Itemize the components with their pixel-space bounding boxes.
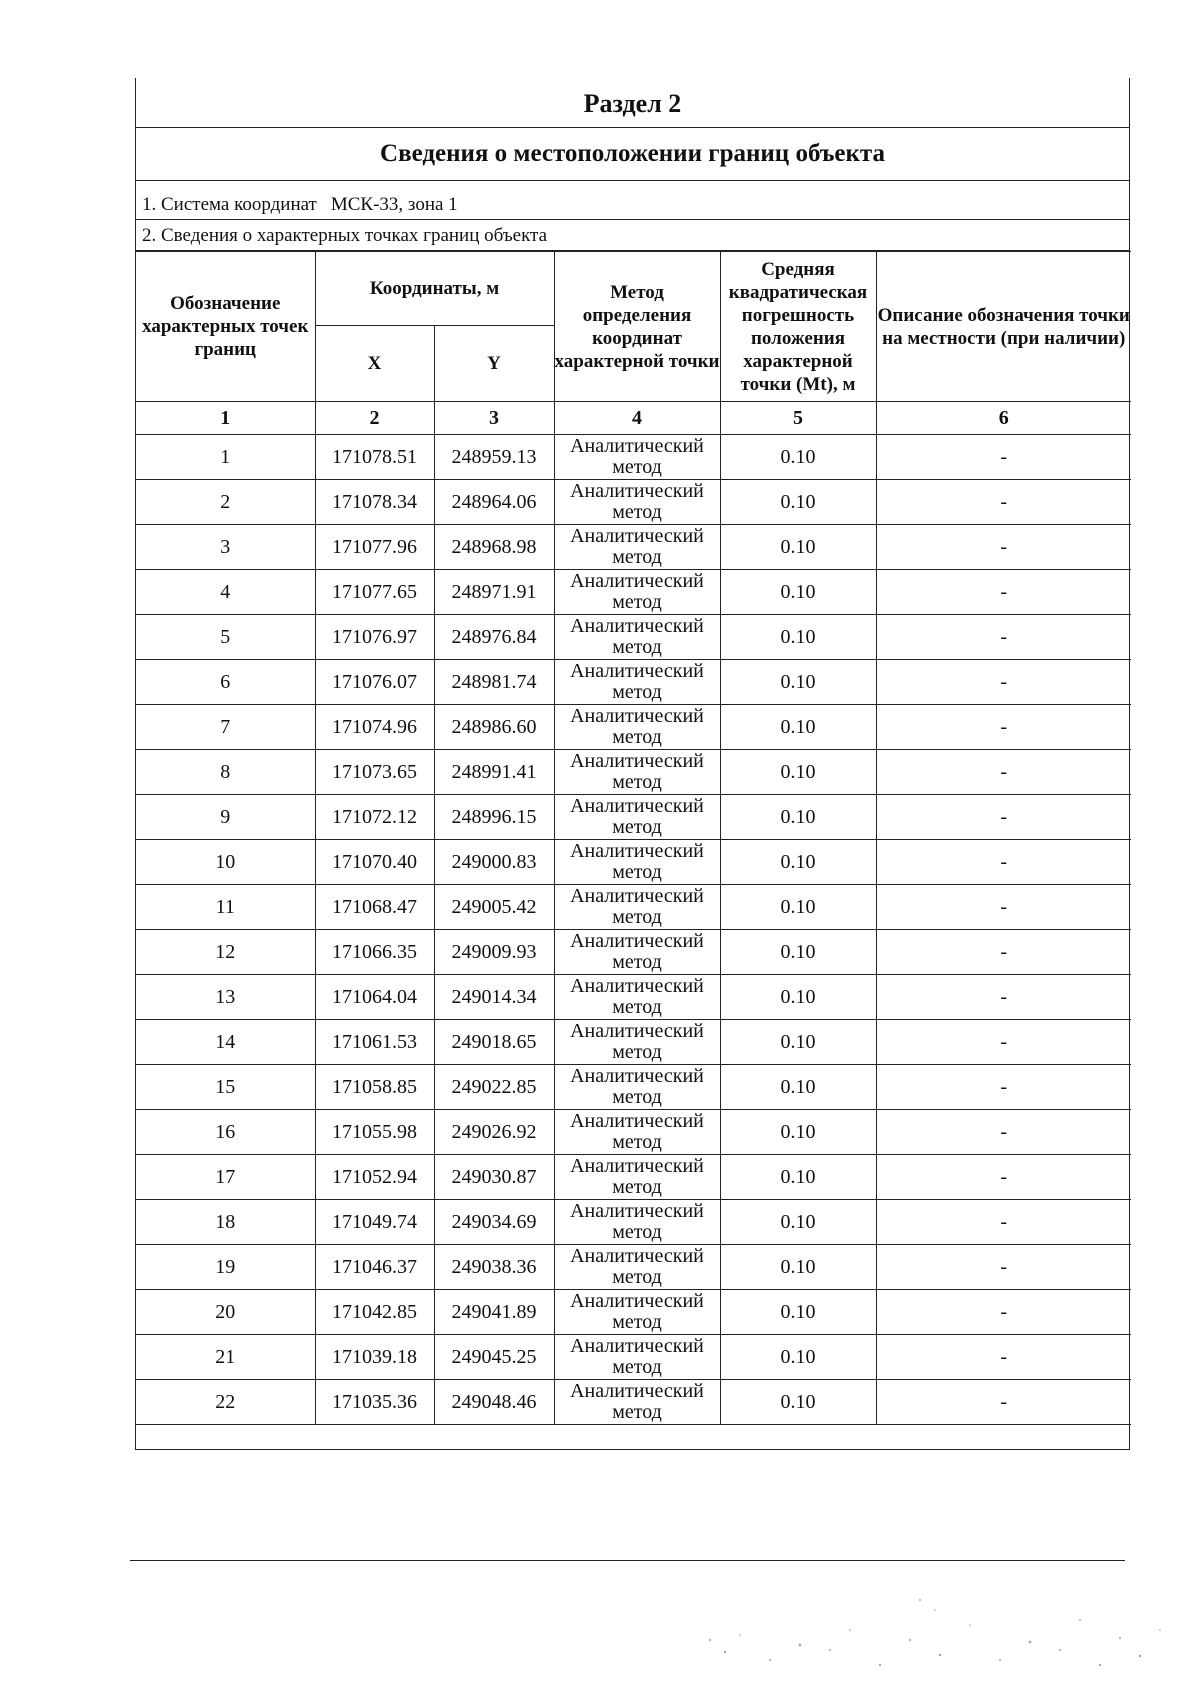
accuracy-cell: 0.10 <box>720 1380 876 1425</box>
table-row <box>136 1200 1131 1245</box>
column-number: 2 <box>315 402 434 435</box>
method-line-1: Аналитический <box>570 795 704 817</box>
y-coordinate-cell: 248991.41 <box>434 750 554 795</box>
x-coordinate-cell: 171077.96 <box>315 525 434 570</box>
column-number: 6 <box>876 402 1131 435</box>
accuracy-cell: 0.10 <box>720 750 876 795</box>
table-row <box>136 480 1131 525</box>
table-row <box>136 1020 1131 1065</box>
description-cell: - <box>876 795 1131 840</box>
y-coordinate-cell: 249034.69 <box>434 1200 554 1245</box>
accuracy-cell: 0.10 <box>720 1110 876 1155</box>
method-line-2: метод <box>612 1401 662 1423</box>
method-cell <box>554 705 720 750</box>
description-cell: - <box>876 1020 1131 1065</box>
accuracy-cell: 0.10 <box>720 480 876 525</box>
point-number-cell: 18 <box>136 1200 315 1245</box>
description-cell: - <box>876 615 1131 660</box>
x-coordinate-cell: 171066.35 <box>315 930 434 975</box>
method-cell <box>554 840 720 885</box>
method-line-2: метод <box>612 996 662 1018</box>
method-line-2: метод <box>612 501 662 523</box>
point-number-cell: 15 <box>136 1065 315 1110</box>
description-cell: - <box>876 480 1131 525</box>
header-x: X <box>315 326 434 402</box>
x-coordinate-cell: 171072.12 <box>315 795 434 840</box>
y-coordinate-cell: 248971.91 <box>434 570 554 615</box>
point-number-cell: 9 <box>136 795 315 840</box>
x-coordinate-cell: 171064.04 <box>315 975 434 1020</box>
section-title: Раздел 2 <box>136 78 1129 128</box>
table-row <box>136 885 1131 930</box>
point-number-cell: 17 <box>136 1155 315 1200</box>
description-cell: - <box>876 705 1131 750</box>
accuracy-cell: 0.10 <box>720 1020 876 1065</box>
point-number-cell: 11 <box>136 885 315 930</box>
page-subtitle: Сведения о местоположении границ объекта <box>136 128 1129 181</box>
point-number-cell: 12 <box>136 930 315 975</box>
x-coordinate-cell: 171061.53 <box>315 1020 434 1065</box>
table-row <box>136 1290 1131 1335</box>
x-coordinate-cell: 171058.85 <box>315 1065 434 1110</box>
table-row <box>136 570 1131 615</box>
method-cell <box>554 570 720 615</box>
x-coordinate-cell: 171073.65 <box>315 750 434 795</box>
description-cell: - <box>876 660 1131 705</box>
table-row <box>136 1065 1131 1110</box>
table-row <box>136 750 1131 795</box>
method-line-2: метод <box>612 456 662 478</box>
method-cell <box>554 1380 720 1425</box>
description-cell: - <box>876 930 1131 975</box>
description-cell: - <box>876 1335 1131 1380</box>
method-cell <box>554 480 720 525</box>
description-cell: - <box>876 1065 1131 1110</box>
y-coordinate-cell: 249045.25 <box>434 1335 554 1380</box>
method-line-1: Аналитический <box>570 570 704 592</box>
accuracy-cell: 0.10 <box>720 930 876 975</box>
x-coordinate-cell: 171077.65 <box>315 570 434 615</box>
table-row <box>136 435 1131 480</box>
x-coordinate-cell: 171052.94 <box>315 1155 434 1200</box>
column-number: 3 <box>434 402 554 435</box>
x-coordinate-cell: 171035.36 <box>315 1380 434 1425</box>
accuracy-cell: 0.10 <box>720 705 876 750</box>
description-cell: - <box>876 750 1131 795</box>
method-cell <box>554 435 720 480</box>
method-line-2: метод <box>612 771 662 793</box>
method-cell <box>554 1110 720 1155</box>
y-coordinate-cell: 249048.46 <box>434 1380 554 1425</box>
method-line-1: Аналитический <box>570 1020 704 1042</box>
point-number-cell: 16 <box>136 1110 315 1155</box>
column-number: 1 <box>136 402 315 435</box>
method-cell <box>554 1020 720 1065</box>
x-coordinate-cell: 171076.97 <box>315 615 434 660</box>
method-line-2: метод <box>612 1086 662 1108</box>
table-row <box>136 840 1131 885</box>
table-row <box>136 795 1131 840</box>
table-row <box>136 1245 1131 1290</box>
method-cell <box>554 885 720 930</box>
y-coordinate-cell: 249009.93 <box>434 930 554 975</box>
table-row <box>136 1155 1131 1200</box>
header-designation: Обозначение характерных точек границ <box>136 252 315 402</box>
description-cell: - <box>876 525 1131 570</box>
point-number-cell: 14 <box>136 1020 315 1065</box>
method-cell <box>554 930 720 975</box>
method-line-2: метод <box>612 726 662 748</box>
method-line-1: Аналитический <box>570 1065 704 1087</box>
method-line-1: Аналитический <box>570 1290 704 1312</box>
y-coordinate-cell: 248996.15 <box>434 795 554 840</box>
y-coordinate-cell: 248959.13 <box>434 435 554 480</box>
accuracy-cell: 0.10 <box>720 570 876 615</box>
y-coordinate-cell: 248968.98 <box>434 525 554 570</box>
method-cell <box>554 1200 720 1245</box>
y-coordinate-cell: 249041.89 <box>434 1290 554 1335</box>
method-line-2: метод <box>612 591 662 613</box>
x-coordinate-cell: 171078.51 <box>315 435 434 480</box>
method-cell <box>554 975 720 1020</box>
header-coordinates: Координаты, м <box>315 252 554 326</box>
accuracy-cell: 0.10 <box>720 615 876 660</box>
accuracy-cell: 0.10 <box>720 1155 876 1200</box>
point-number-cell: 3 <box>136 525 315 570</box>
method-line-1: Аналитический <box>570 975 704 997</box>
method-cell <box>554 660 720 705</box>
table-row <box>136 975 1131 1020</box>
method-cell <box>554 1290 720 1335</box>
method-line-2: метод <box>612 1041 662 1063</box>
method-cell <box>554 615 720 660</box>
y-coordinate-cell: 249022.85 <box>434 1065 554 1110</box>
method-line-1: Аналитический <box>570 1155 704 1177</box>
y-coordinate-cell: 249005.42 <box>434 885 554 930</box>
point-number-cell: 4 <box>136 570 315 615</box>
method-cell <box>554 1245 720 1290</box>
method-cell <box>554 525 720 570</box>
point-number-cell: 1 <box>136 435 315 480</box>
method-line-1: Аналитический <box>570 615 704 637</box>
method-line-2: метод <box>612 681 662 703</box>
method-line-2: метод <box>612 546 662 568</box>
accuracy-cell: 0.10 <box>720 1245 876 1290</box>
method-line-2: метод <box>612 951 662 973</box>
method-line-2: метод <box>612 1356 662 1378</box>
point-number-cell: 5 <box>136 615 315 660</box>
method-line-2: метод <box>612 1221 662 1243</box>
accuracy-cell: 0.10 <box>720 975 876 1020</box>
table-row <box>136 1110 1131 1155</box>
y-coordinate-cell: 249026.92 <box>434 1110 554 1155</box>
accuracy-cell: 0.10 <box>720 1200 876 1245</box>
point-number-cell: 21 <box>136 1335 315 1380</box>
y-coordinate-cell: 249030.87 <box>434 1155 554 1200</box>
accuracy-cell: 0.10 <box>720 1290 876 1335</box>
method-line-2: метод <box>612 636 662 658</box>
description-cell: - <box>876 975 1131 1020</box>
method-cell <box>554 1335 720 1380</box>
table-end-spacer <box>136 1425 1129 1450</box>
document-sheet <box>135 78 1130 1450</box>
coordinate-system-row <box>136 181 1129 220</box>
y-coordinate-cell: 249000.83 <box>434 840 554 885</box>
table-row <box>136 705 1131 750</box>
y-coordinate-cell: 248981.74 <box>434 660 554 705</box>
table-row <box>136 1380 1131 1425</box>
method-line-1: Аналитический <box>570 660 704 682</box>
footer-divider <box>130 1560 1125 1561</box>
x-coordinate-cell: 171068.47 <box>315 885 434 930</box>
method-line-2: метод <box>612 1311 662 1333</box>
method-cell <box>554 1155 720 1200</box>
accuracy-cell: 0.10 <box>720 885 876 930</box>
header-accuracy: Средняя квадратическая погрешность положения характерной точки (Mt), м <box>720 252 876 402</box>
y-coordinate-cell: 249014.34 <box>434 975 554 1020</box>
points-table-body <box>136 435 1131 1425</box>
x-coordinate-cell: 171039.18 <box>315 1335 434 1380</box>
accuracy-cell: 0.10 <box>720 660 876 705</box>
method-line-2: метод <box>612 1266 662 1288</box>
coordinate-system-value: МСК-33, зона 1 <box>330 194 458 215</box>
column-number-row <box>136 402 1131 435</box>
y-coordinate-cell: 249018.65 <box>434 1020 554 1065</box>
description-cell: - <box>876 1200 1131 1245</box>
method-line-2: метод <box>612 906 662 928</box>
header-description: Описание обозначения точки на местности (при наличии) <box>876 252 1131 402</box>
accuracy-cell: 0.10 <box>720 840 876 885</box>
method-cell <box>554 750 720 795</box>
method-line-1: Аналитический <box>570 750 704 772</box>
method-line-1: Аналитический <box>570 885 704 907</box>
method-line-1: Аналитический <box>570 1380 704 1402</box>
points-table <box>136 251 1131 1425</box>
method-line-1: Аналитический <box>570 1245 704 1267</box>
accuracy-cell: 0.10 <box>720 435 876 480</box>
description-cell: - <box>876 1155 1131 1200</box>
header-method: Метод определения координат характерной точки <box>554 252 720 402</box>
method-line-1: Аналитический <box>570 705 704 727</box>
table-row <box>136 615 1131 660</box>
x-coordinate-cell: 171042.85 <box>315 1290 434 1335</box>
method-cell <box>554 795 720 840</box>
point-number-cell: 20 <box>136 1290 315 1335</box>
table-row <box>136 660 1131 705</box>
coordinate-system-label: 1. Система координат <box>142 194 317 215</box>
method-line-2: метод <box>612 1176 662 1198</box>
accuracy-cell: 0.10 <box>720 1065 876 1110</box>
accuracy-cell: 0.10 <box>720 525 876 570</box>
y-coordinate-cell: 248986.60 <box>434 705 554 750</box>
method-line-1: Аналитический <box>570 930 704 952</box>
method-line-1: Аналитический <box>570 525 704 547</box>
method-line-1: Аналитический <box>570 480 704 502</box>
method-line-1: Аналитический <box>570 840 704 862</box>
table-row <box>136 930 1131 975</box>
point-number-cell: 6 <box>136 660 315 705</box>
column-number: 5 <box>720 402 876 435</box>
accuracy-cell: 0.10 <box>720 1335 876 1380</box>
y-coordinate-cell: 249038.36 <box>434 1245 554 1290</box>
method-cell <box>554 1065 720 1110</box>
x-coordinate-cell: 171076.07 <box>315 660 434 705</box>
description-cell: - <box>876 1290 1131 1335</box>
x-coordinate-cell: 171049.74 <box>315 1200 434 1245</box>
description-cell: - <box>876 570 1131 615</box>
description-cell: - <box>876 1245 1131 1290</box>
table-row <box>136 525 1131 570</box>
description-cell: - <box>876 885 1131 930</box>
x-coordinate-cell: 171078.34 <box>315 480 434 525</box>
point-number-cell: 10 <box>136 840 315 885</box>
point-number-cell: 22 <box>136 1380 315 1425</box>
point-number-cell: 19 <box>136 1245 315 1290</box>
accuracy-cell: 0.10 <box>720 795 876 840</box>
x-coordinate-cell: 171070.40 <box>315 840 434 885</box>
method-line-1: Аналитический <box>570 1110 704 1132</box>
table-row <box>136 1335 1131 1380</box>
y-coordinate-cell: 248964.06 <box>434 480 554 525</box>
x-coordinate-cell: 171055.98 <box>315 1110 434 1155</box>
description-cell: - <box>876 840 1131 885</box>
method-line-1: Аналитический <box>570 1335 704 1357</box>
description-cell: - <box>876 1380 1131 1425</box>
method-line-1: Аналитический <box>570 435 704 457</box>
point-number-cell: 7 <box>136 705 315 750</box>
method-line-2: метод <box>612 816 662 838</box>
point-number-cell: 2 <box>136 480 315 525</box>
header-y: Y <box>434 326 554 402</box>
description-cell: - <box>876 1110 1131 1155</box>
column-number: 4 <box>554 402 720 435</box>
method-line-2: метод <box>612 861 662 883</box>
x-coordinate-cell: 171046.37 <box>315 1245 434 1290</box>
scan-noise-decoration <box>680 1580 1180 1680</box>
method-line-1: Аналитический <box>570 1200 704 1222</box>
points-section-label: 2. Сведения о характерных точках границ объекта <box>136 220 1129 251</box>
y-coordinate-cell: 248976.84 <box>434 615 554 660</box>
point-number-cell: 13 <box>136 975 315 1020</box>
method-line-2: метод <box>612 1131 662 1153</box>
description-cell: - <box>876 435 1131 480</box>
x-coordinate-cell: 171074.96 <box>315 705 434 750</box>
point-number-cell: 8 <box>136 750 315 795</box>
